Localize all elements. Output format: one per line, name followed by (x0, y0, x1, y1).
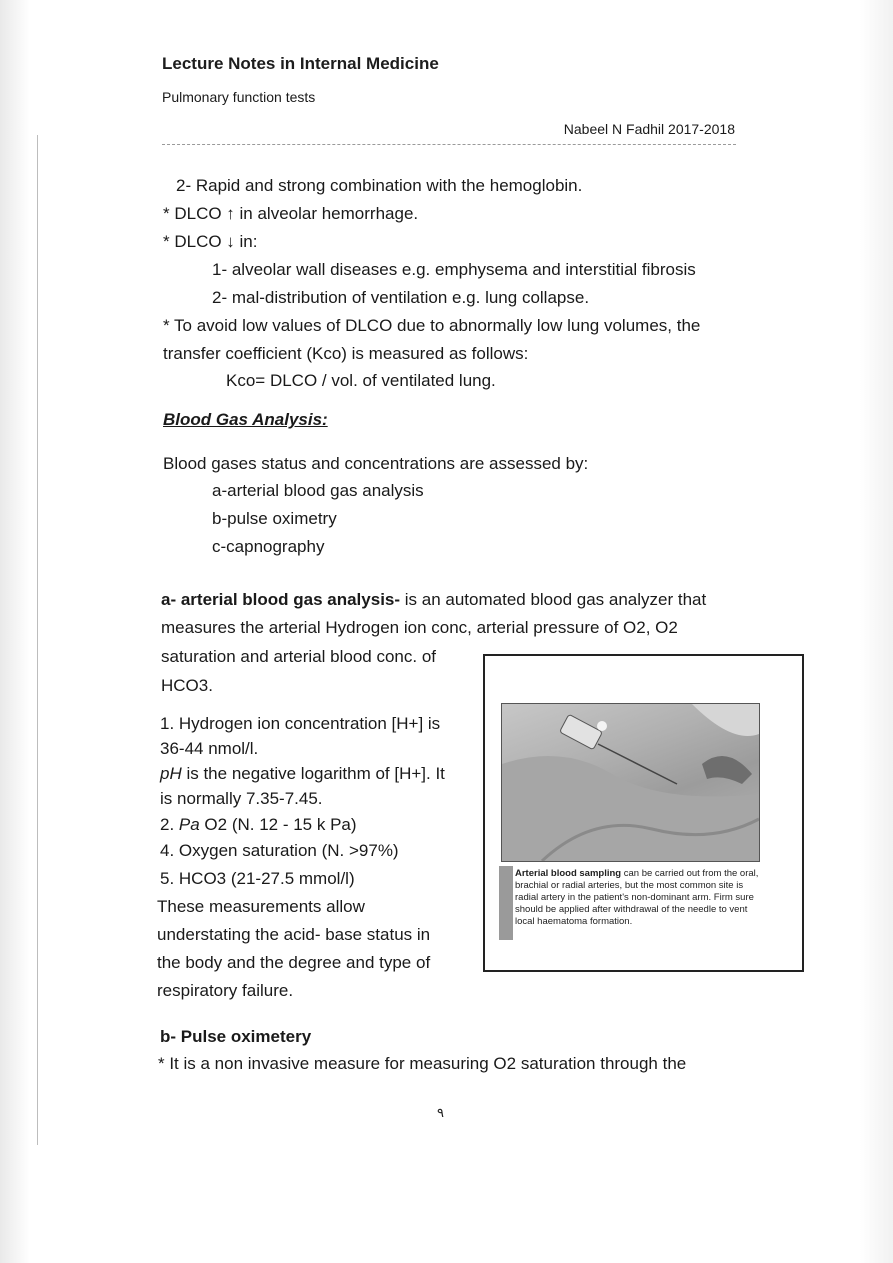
dlco-increase: * DLCO ↑ in alveolar hemorrhage. (163, 204, 419, 223)
dlco-line1: 2- Rapid and strong combination with the hemoglobin. (176, 176, 583, 195)
figure-frame (483, 654, 804, 972)
blood-gas-heading: Blood Gas Analysis: (163, 410, 328, 429)
abg-summary-line: respiratory failure. (157, 981, 294, 1000)
header-divider (162, 144, 736, 145)
abg-definition-line4: HCO3. (161, 676, 213, 695)
abg-definition-line1 (161, 586, 706, 614)
abg-definition-line2: measures the arterial Hydrogen ion conc, arterial pressure of O2, O2 (161, 618, 678, 637)
photo-illustration (502, 704, 759, 861)
abg-item-1a: 1. Hydrogen ion concentration [H+] is (160, 714, 441, 733)
pulse-oximetry-heading: b- Pulse oximetery (160, 1027, 312, 1046)
ph-symbol: pH (160, 764, 182, 783)
pa-symbol: Pa (178, 815, 200, 834)
kco-intro-line2: transfer coefficient (Kco) is measured as follows: (163, 344, 529, 363)
arterial-sampling-photo (501, 703, 760, 862)
abg-definition-line3: saturation and arterial blood conc. of (161, 647, 437, 666)
caption-bold: Arterial blood sampling (515, 868, 622, 879)
dlco-decrease-item-2: 2- mal-distribution of ventilation e.g. lung collapse. (212, 288, 590, 307)
dlco-decrease-item-1: 1- alveolar wall diseases e.g. emphysema and interstitial fibrosis (212, 260, 696, 279)
kco-formula: Kco= DLCO / vol. of ventilated lung. (226, 371, 496, 390)
abg-item-4: 4. Oxygen saturation (N. >97%) (160, 841, 399, 860)
ph-text: is the negative logarithm of [H+]. It (181, 764, 445, 783)
caption-scan-edge (499, 866, 513, 940)
abg-item-2-number: 2. (160, 815, 179, 834)
dlco-decrease: * DLCO ↓ in: (163, 232, 258, 251)
abg-term: a- arterial blood gas analysis- (161, 590, 401, 609)
blood-gas-method: c-capnography (212, 537, 325, 556)
header-title: Lecture Notes in Internal Medicine (162, 54, 439, 73)
abg-item-1b: 36-44 nmol/l. (160, 739, 259, 758)
abg-item-2 (160, 811, 357, 839)
figure-caption (515, 868, 765, 928)
abg-summary-line: understating the acid- base status in (157, 925, 431, 944)
blood-gas-intro: Blood gases status and concentrations are assessed by: (163, 454, 589, 473)
pulse-oximetry-line1: * It is a non invasive measure for measuring O2 saturation through the (158, 1054, 687, 1073)
abg-definition-text: is an automated blood gas analyzer that (400, 590, 707, 609)
caption-text: can be carried out from the oral, brachial or radial arteries, but the most common site is radial artery in the patient's non-dominant arm. Firm sure should be applied after withdrawal of the needle to vent local haematoma formation. (515, 868, 759, 927)
kco-intro-line1: * To avoid low values of DLCO due to abnormally low lung volumes, the (163, 316, 701, 335)
abg-summary-line: These measurements allow (157, 897, 365, 916)
header-subtitle: Pulmonary function tests (162, 89, 316, 105)
page-number: ٩ (437, 1105, 444, 1120)
header-author: Nabeel N Fadhil 2017-2018 (563, 121, 735, 137)
ph-line-b: is normally 7.35-7.45. (160, 789, 323, 808)
ph-line-a (160, 760, 445, 788)
abg-item-5: 5. HCO3 (21-27.5 mmol/l) (160, 869, 355, 888)
blood-gas-method: b-pulse oximetry (212, 509, 337, 528)
scan-edge-line (37, 135, 38, 1145)
abg-summary-line: the body and the degree and type of (157, 953, 431, 972)
abg-item-2-text: O2 (N. 12 - 15 k Pa) (199, 815, 357, 834)
blood-gas-method: a-arterial blood gas analysis (212, 481, 424, 500)
